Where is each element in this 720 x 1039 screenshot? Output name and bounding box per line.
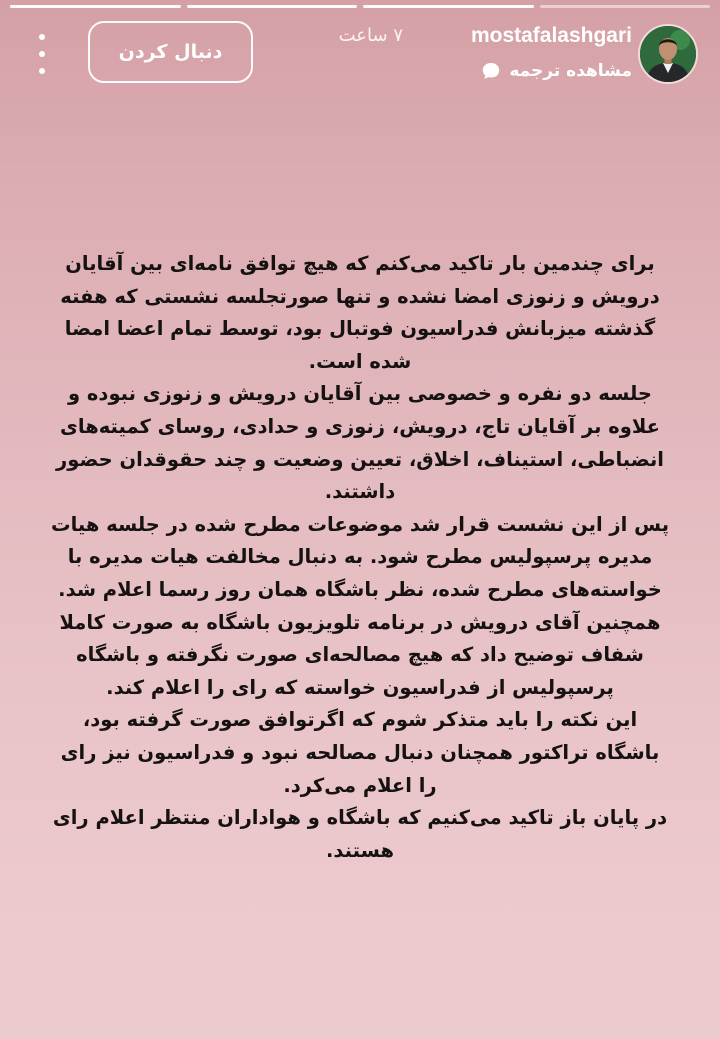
- more-options-button[interactable]: [30, 34, 54, 74]
- story-progress-segment: [187, 5, 358, 8]
- post-paragraph: پس از این نشست قرار شد موضوعات مطرح شده در جلسه هیات مدیره پرسپولیس مطرح شود. به دنبال مخالفت هیات مدیره با خواسته‌های مطرح شده، نظر باشگاه همان روز رسما اعلام شد.: [50, 512, 670, 601]
- story-timestamp: ۷ ساعت: [338, 25, 403, 46]
- story-progress-bar: [10, 5, 710, 8]
- see-translation-button[interactable]: [481, 61, 632, 81]
- story-progress-segment: [363, 5, 534, 8]
- more-dot: [39, 34, 45, 40]
- post-paragraph: همچنین آقای درویش در برنامه تلویزیون باشگاه به صورت کاملا شفاف توضیح داد که هیچ مصالحه‌ای صورت نگرفته و باشگاه پرسپولیس از فدراسیون خواسته که رای را اعلام کند.: [59, 610, 661, 699]
- more-dot: [39, 51, 45, 57]
- more-dot: [39, 68, 45, 74]
- profile-avatar[interactable]: [638, 24, 698, 84]
- story-progress-segment: [10, 5, 181, 8]
- post-paragraph: برای چندمین بار تاکید می‌کنم که هیچ توافق نامه‌ای بین آقایان درویش و زنوزی امضا نشده و تنها صورتجلسه نشستی که هفته گذشته میزبانش فدراسیون فوتبال بود، توسط تمام اعضا امضا شده است.: [60, 252, 660, 373]
- username-link[interactable]: mostafalashgari: [470, 24, 632, 47]
- story-post-text: [50, 248, 670, 867]
- story-progress-segment: [540, 5, 711, 8]
- speech-bubble-icon: [481, 61, 501, 81]
- post-paragraph: جلسه دو نفره و خصوصی بین آقایان درویش و زنوزی نبوده و علاوه بر آقایان تاج، درویش، زنوزی و حدادی، روسای کمیته‌های انضباطی، استیناف، اخلاق، تعیین وضعیت و چند حقوقدان حضور داشتند.: [56, 382, 664, 504]
- post-paragraph: در پایان باز تاکید می‌کنیم که باشگاه و هواداران منتظر اعلام رای هستند.: [52, 806, 668, 862]
- see-translation-label: مشاهده ترجمه: [509, 61, 632, 81]
- post-paragraph: این نکته را باید متذکر شوم که اگرتوافق صورت گرفته بود، باشگاه تراکتور همچنان دنبال مصالحه نبود و فدراسیون نیز رای را اعلام می‌کرد.: [60, 708, 660, 797]
- follow-button[interactable]: دنبال کردن: [88, 21, 253, 83]
- avatar-photo: [640, 26, 696, 82]
